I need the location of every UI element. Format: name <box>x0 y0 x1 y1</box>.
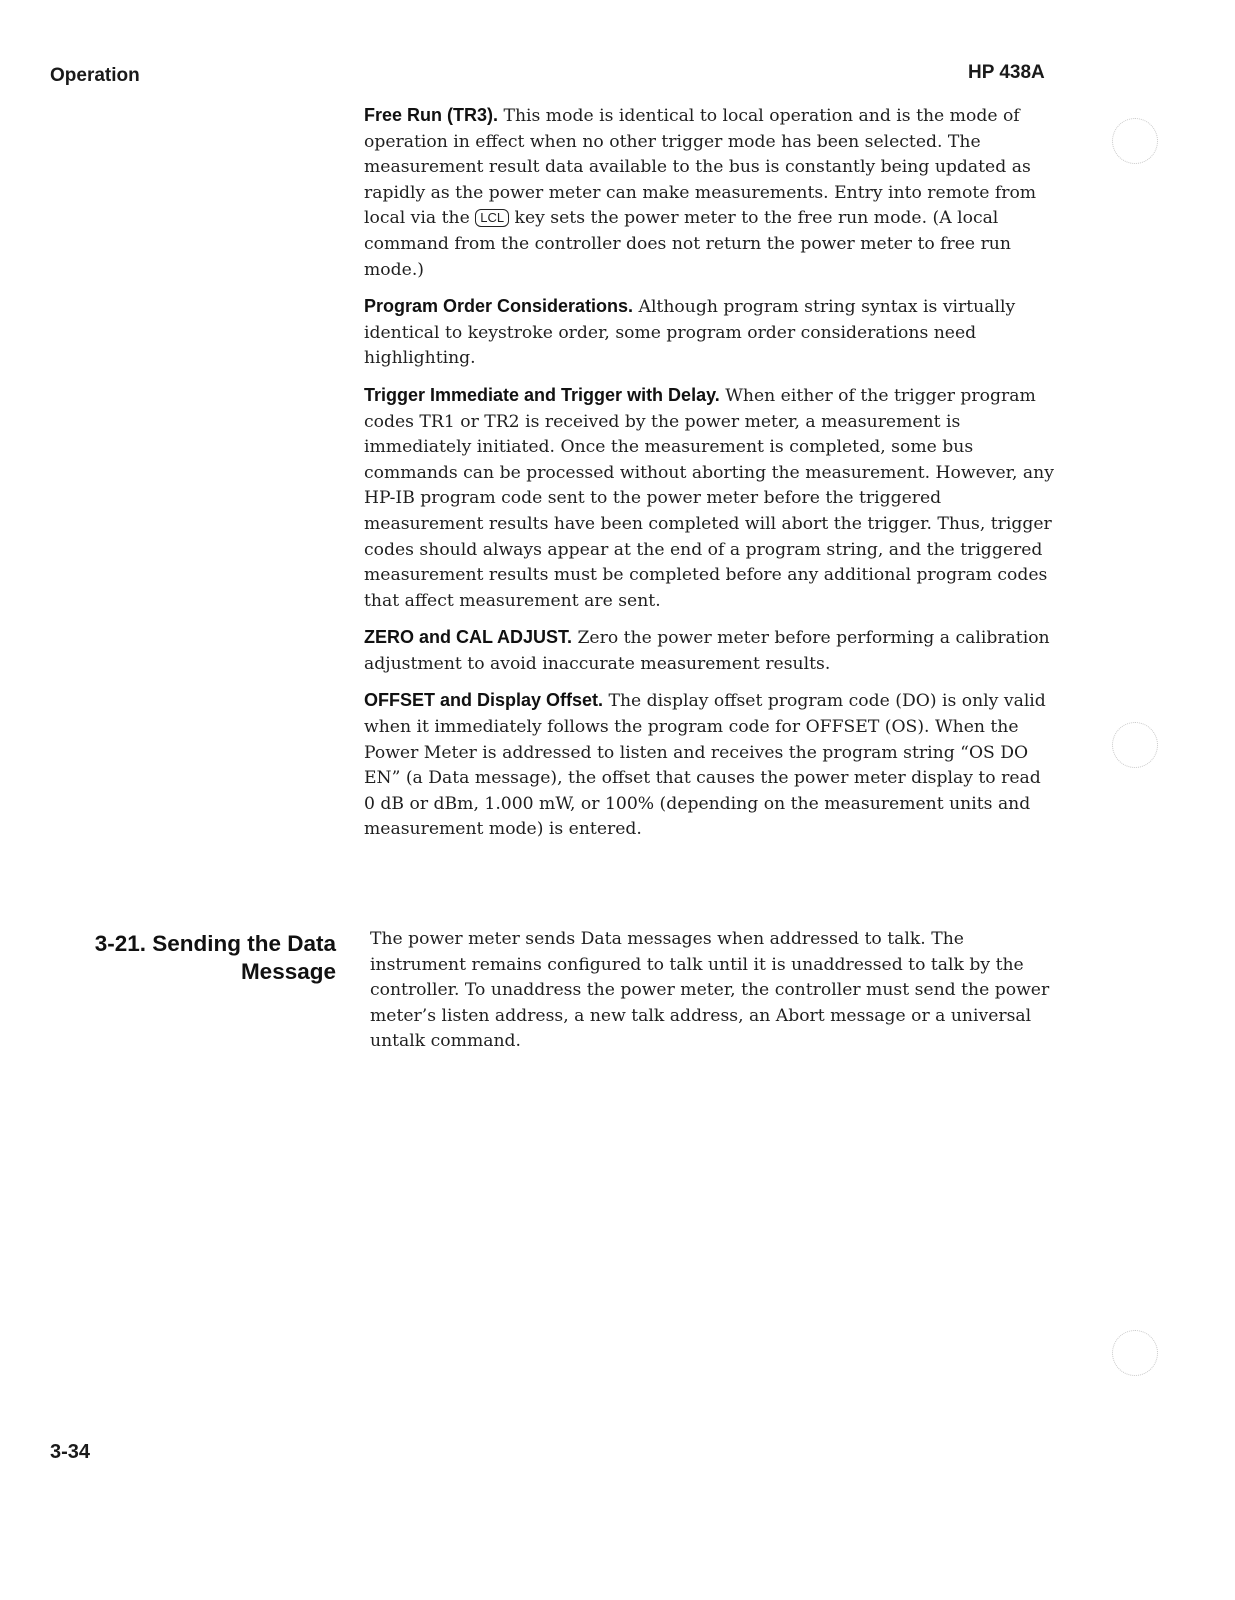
paragraph-text: The display offset program code (DO) is only valid when it immediately follows the program code for OFFSET (OS). When the Power Meter is addressed to listen and receives the program string “OS DO EN” (a Data message), the offset that causes the power meter display to read 0 dB or dBm, 1.000 mW, or 100% (depending on the measurement units and measurement mode) is entered. <box>364 691 1046 840</box>
paragraph-text: This mode is identical to local operation and is the mode of operation in effect when no other trigger mode has been selected. The measurement result data available to the bus is constantly being updated as rapidly as the power meter can make measurements. Entry into remote from local via the <box>364 106 1037 229</box>
paragraph-text: Although program string syntax is virtually identical to keystroke order, some program order considerations need highlighting. <box>364 297 1016 369</box>
binder-hole-icon <box>1112 118 1158 164</box>
paragraph-trigger <box>364 383 1054 614</box>
paragraph-sending-data: The power meter sends Data messages when addressed to talk. The instrument remains configured to talk until it is unaddressed to talk by the controller. To unaddress the power meter, the controller must send the power meter’s listen address, a new talk address, an Abort message or a universal untalk command. <box>370 929 1050 1052</box>
page-number: 3-34 <box>50 1441 91 1463</box>
main-text-column <box>364 103 1054 854</box>
running-head-section: Operation <box>50 65 140 86</box>
run-in-heading: Program Order Considerations. <box>364 296 634 317</box>
run-in-heading: Free Run (TR3). <box>364 105 499 125</box>
lcl-key-icon: LCL <box>475 209 509 227</box>
paragraph-text: Zero the power meter before performing a calibration adjustment to avoid inaccurate measurement results. <box>364 628 1050 674</box>
section-heading-line: Message <box>240 959 336 984</box>
run-in-heading: Trigger Immediate and Trigger with Delay. <box>364 384 720 405</box>
run-in-heading: ZERO and CAL ADJUST. <box>364 627 573 648</box>
binder-hole-icon <box>1112 722 1158 768</box>
binder-hole-icon <box>1112 1330 1158 1376</box>
paragraph-offset <box>364 688 1054 843</box>
paragraph-program-order <box>364 294 1054 372</box>
run-in-heading: OFFSET and Display Offset. <box>364 690 604 711</box>
section-body <box>370 927 1054 1066</box>
paragraph-text: When either of the trigger program codes TR1 or TR2 is received by the power meter, a measurement is immediately initiated. Once the measurement is completed, some bus commands can be processed without aborting the measurement. However, any HP-IB program code sent to the power meter before the triggered measurement results have been completed will abort the trigger. Thus, trigger codes should always appear at the end of a program string, and the triggered measurement results must be completed before any additional program codes that affect measurement are sent. <box>364 385 1054 611</box>
section-heading <box>40 930 336 986</box>
paragraph-text: key sets the power meter to the free run mode. (A local command from the controller does not return the power meter to free run mode.) <box>364 208 1011 280</box>
running-head-model: HP 438A <box>968 62 1045 83</box>
paragraph-free-run <box>364 103 1054 283</box>
paragraph-zero-cal <box>364 625 1054 677</box>
section-heading-line: 3-21. Sending the Data <box>94 931 336 956</box>
